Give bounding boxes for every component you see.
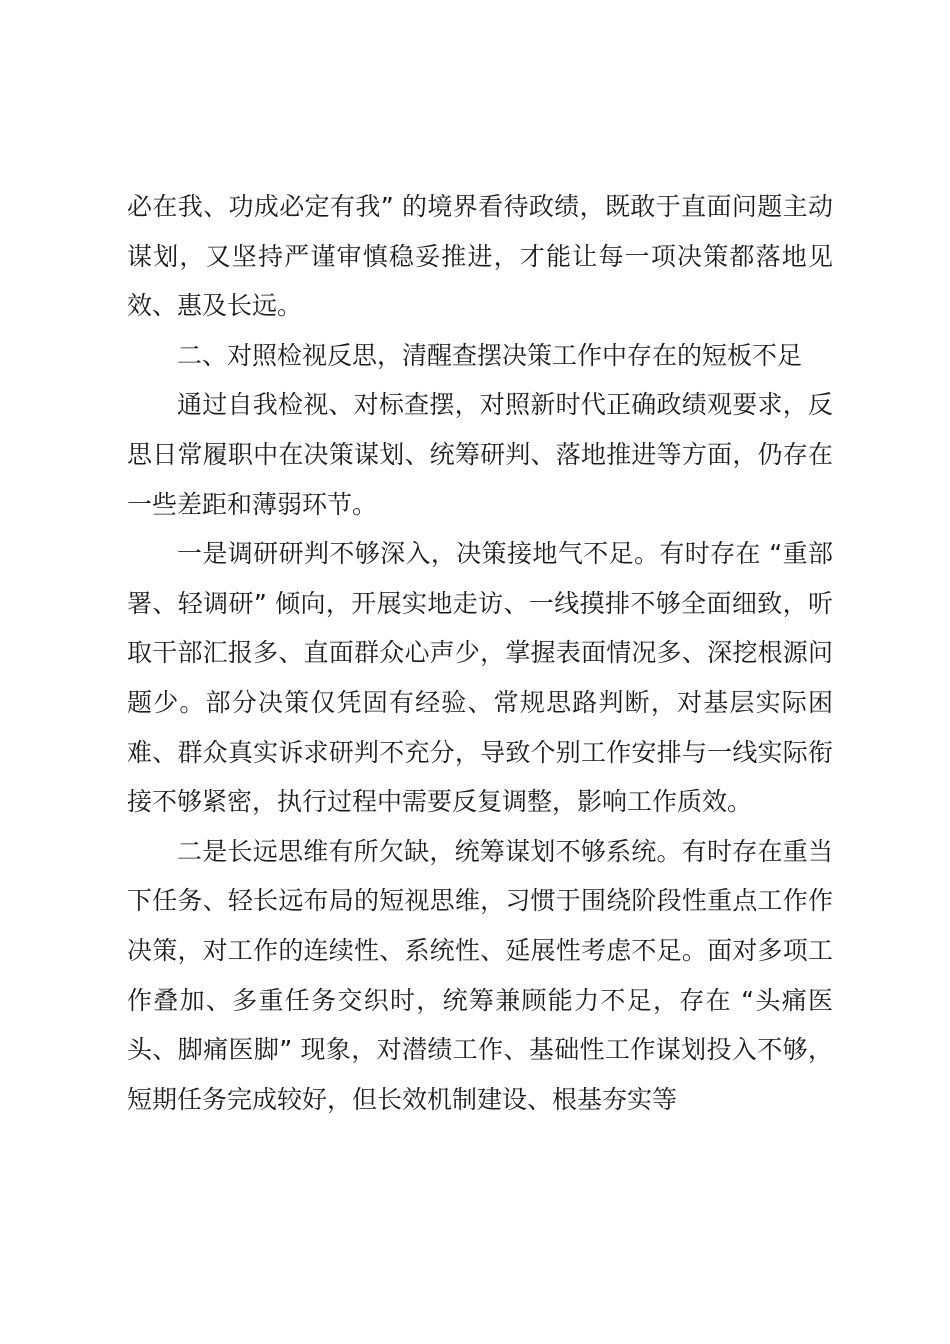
paragraph-point-one: 一是调研研判不够深入，决策接地气不足。有时存在 “重部署、轻调研” 倾向，开展实地走访、一线摸排不够全面细致，听取干部汇报多、直面群众心声少，掌握表面情况多、深挖根源问题少。部分决策仅凭固有经验、常规思路判断，对基层实际困难、群众真实诉求研判不充分，导致个别工作安排与一线实际衔接不够紧密，执行过程中需要反复调整，影响工作质效。 <box>127 539 833 817</box>
paragraph-point-two: 二是长远思维有所欠缺，统筹谋划不够系统。有时存在重当下任务、轻长远布局的短视思维，习惯于围绕阶段性重点工作作决策，对工作的连续性、系统性、延展性考虑不足。面对多项工作叠加、多重任务交织时，统筹兼顾能力不足，存在 “头痛医头、脚痛医脚” 现象，对潜绩工作、基础性工作谋划投入不够，短期任务完成较好，但长效机制建设、根基夯实等 <box>127 836 833 1114</box>
document-body <box>127 182 833 1124</box>
paragraph-continuation: 必在我、功成必定有我” 的境界看待政绩，既敢于直面问题主动谋划，又坚持严谨审慎稳妥推进，才能让每一项决策都落地见效、惠及长远。 <box>127 192 833 321</box>
paragraph-intro: 通过自我检视、对标查摆，对照新时代正确政绩观要求，反思日常履职中在决策谋划、统筹研判、落地推进等方面，仍存在一些差距和薄弱环节。 <box>127 390 833 519</box>
section-heading: 二、对照检视反思，清醒查摆决策工作中存在的短板不足 <box>177 340 803 370</box>
